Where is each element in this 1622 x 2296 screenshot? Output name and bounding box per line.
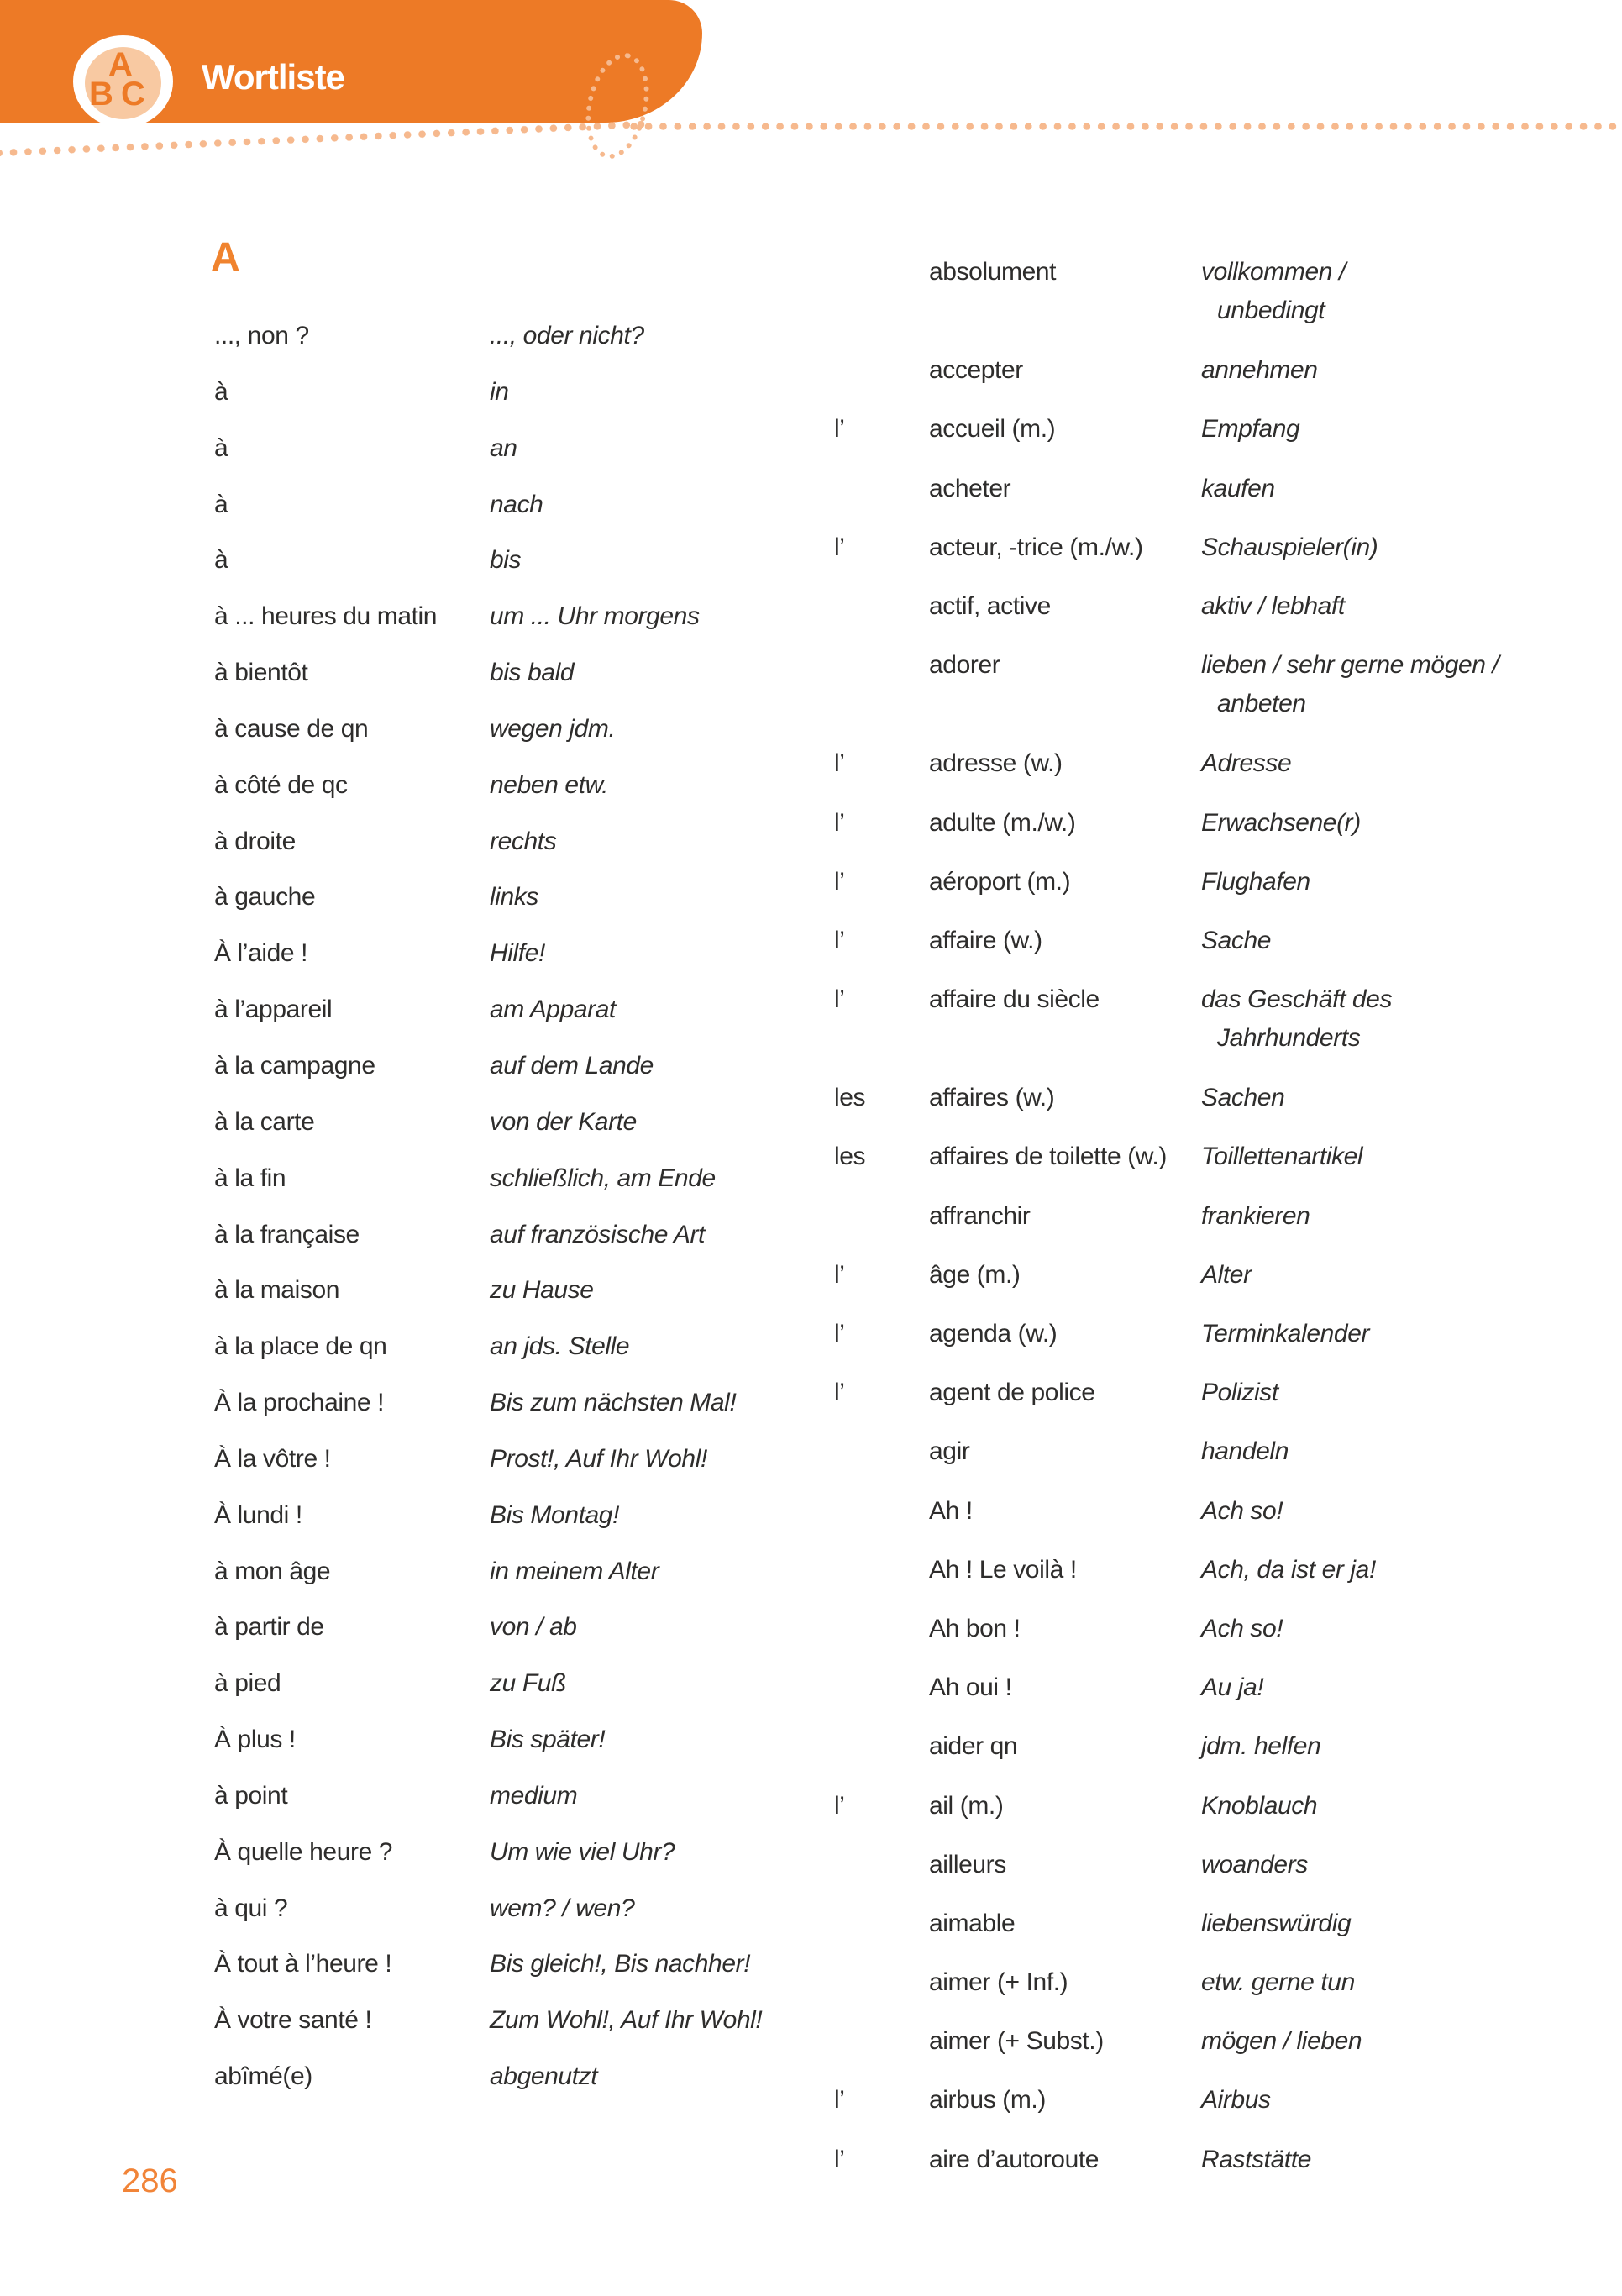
german-translation	[1201, 980, 1531, 1058]
french-term: à ... heures du matin	[214, 602, 438, 631]
article-label: l’	[834, 533, 845, 561]
german-line: wegen jdm.	[490, 714, 616, 743]
german-translation	[490, 1553, 794, 1591]
german-translation	[490, 1664, 794, 1703]
german-line: ..., oder nicht?	[490, 322, 644, 349]
german-translation	[1201, 922, 1531, 960]
vocab-row	[214, 1664, 794, 1721]
french-term: à	[214, 546, 228, 575]
german-translation	[490, 2057, 794, 2096]
emblem-letter-c: C	[121, 76, 145, 113]
german-translation	[1201, 1727, 1531, 1766]
vocab-row	[214, 373, 794, 429]
german-translation	[1201, 410, 1531, 449]
vocab-row	[214, 1047, 794, 1103]
german-line: frankieren	[1201, 1201, 1310, 1230]
french-term: affranchir	[929, 1201, 1031, 1230]
german-line: Bis gleich!, Bis nachher!	[490, 1950, 751, 1978]
vocab-row	[834, 1374, 1531, 1432]
german-translation	[1201, 1610, 1531, 1648]
french-term: à l’appareil	[214, 996, 333, 1024]
vocab-row	[214, 1833, 794, 1889]
german-line: Sache	[1201, 926, 1272, 954]
german-translation	[1201, 1315, 1531, 1353]
french-term: aire d’autoroute	[929, 2145, 1100, 2173]
french-term: agenda (w.)	[929, 1320, 1058, 1348]
vocab-row	[834, 646, 1531, 744]
german-translation	[1201, 1492, 1531, 1531]
german-line: Bis später!	[490, 1726, 606, 1754]
french-term: à partir de	[214, 1613, 324, 1642]
french-term: à cause de qn	[214, 714, 369, 743]
vocab-row	[834, 744, 1531, 803]
french-term: À lundi !	[214, 1500, 302, 1529]
vocab-row	[834, 1610, 1531, 1668]
article-label: l’	[834, 1320, 845, 1348]
vocab-row	[834, 351, 1531, 410]
article-label: les	[834, 1084, 866, 1112]
german-translation	[490, 1945, 794, 1983]
vocab-row	[834, 863, 1531, 922]
german-line: Jahrhunderts	[1217, 1024, 1361, 1053]
french-term: aider qn	[929, 1732, 1018, 1761]
german-line: Sachen	[1201, 1084, 1285, 1112]
german-line: auf dem Lande	[490, 1051, 654, 1080]
vocab-row	[214, 1103, 794, 1159]
french-term: affaire du siècle	[929, 985, 1100, 1014]
vocab-row	[834, 528, 1531, 587]
vocab-row	[834, 922, 1531, 980]
emblem-letter-a: A	[108, 46, 133, 83]
german-line: Erwachsene(r)	[1201, 808, 1361, 837]
vocab-row	[834, 1137, 1531, 1196]
french-term: absolument	[929, 258, 1057, 286]
french-term: Ah oui !	[929, 1673, 1012, 1702]
german-translation	[490, 710, 794, 749]
french-term: affaires (w.)	[929, 1084, 1055, 1112]
german-line: Airbus	[1201, 2086, 1271, 2115]
german-line: von / ab	[490, 1613, 577, 1642]
french-term: à la française	[214, 1220, 360, 1248]
french-term: à qui ?	[214, 1894, 288, 1922]
french-term: agent de police	[929, 1379, 1095, 1407]
vocab-row	[834, 1727, 1531, 1786]
french-term: acteur, -trice (m./w.)	[929, 533, 1143, 561]
vocab-row	[834, 410, 1531, 469]
vocab-row	[214, 1159, 794, 1216]
vocab-row	[834, 1256, 1531, 1315]
german-translation	[1201, 1079, 1531, 1117]
vocab-row	[834, 1668, 1531, 1727]
french-term: adorer	[929, 651, 1000, 680]
german-translation	[490, 486, 794, 524]
french-term: À la vôtre !	[214, 1444, 331, 1473]
german-translation	[490, 878, 794, 917]
german-translation	[1201, 863, 1531, 901]
german-translation	[490, 654, 794, 692]
article-label: l’	[834, 415, 845, 444]
vocab-row	[214, 1384, 794, 1440]
german-line: zu Fuß	[490, 1669, 566, 1698]
french-term: abîmé(e)	[214, 2062, 312, 2091]
german-translation	[1201, 804, 1531, 843]
vocab-row	[214, 1216, 794, 1272]
german-translation	[1201, 253, 1531, 330]
german-line: in	[490, 377, 509, 406]
french-term: à pied	[214, 1669, 281, 1698]
french-term: à bientôt	[214, 659, 308, 687]
german-translation	[1201, 2022, 1531, 2061]
vocab-row	[834, 1079, 1531, 1137]
article-label: les	[834, 1143, 866, 1171]
french-term: actif, active	[929, 591, 1051, 620]
german-line: Ach so!	[1201, 1614, 1283, 1642]
german-translation	[490, 1777, 794, 1815]
vocab-row	[834, 470, 1531, 528]
german-translation	[490, 1159, 794, 1198]
french-term: ail (m.)	[929, 1791, 1004, 1820]
french-term: accepter	[929, 356, 1023, 385]
german-translation	[1201, 744, 1531, 783]
vocab-row	[834, 587, 1531, 646]
article-label: l’	[834, 1260, 845, 1289]
french-term: âge (m.)	[929, 1260, 1021, 1289]
vocab-row	[834, 2141, 1531, 2199]
french-term: airbus (m.)	[929, 2086, 1046, 2115]
vocab-row	[834, 1492, 1531, 1551]
vocab-row	[834, 804, 1531, 863]
german-translation	[1201, 1137, 1531, 1176]
german-line: etw. gerne tun	[1201, 1968, 1355, 1997]
german-translation	[490, 1889, 794, 1928]
french-term: à	[214, 433, 228, 462]
french-term: à droite	[214, 827, 296, 855]
german-translation	[1201, 1668, 1531, 1707]
german-line: Toillettenartikel	[1201, 1143, 1363, 1171]
article-label: l’	[834, 1791, 845, 1820]
dotted-line-left	[0, 120, 644, 157]
german-translation	[1201, 646, 1531, 723]
vocab-column-left	[214, 317, 794, 2114]
vocab-row	[214, 597, 794, 654]
german-translation	[1201, 1787, 1531, 1826]
german-translation	[490, 822, 794, 861]
german-line: annehmen	[1201, 356, 1318, 385]
german-line: Prost!, Auf Ihr Wohl!	[490, 1444, 707, 1473]
german-line: Au ja!	[1201, 1673, 1264, 1702]
vocab-row	[214, 317, 794, 373]
vocab-row	[834, 1315, 1531, 1374]
german-line: bis bald	[490, 659, 575, 687]
vocab-row	[214, 654, 794, 710]
vocab-row	[834, 2022, 1531, 2081]
vocab-row	[214, 1721, 794, 1777]
german-translation	[490, 1271, 794, 1310]
french-term: À tout à l’heure !	[214, 1950, 392, 1978]
german-translation	[1201, 587, 1531, 626]
german-line: Polizist	[1201, 1379, 1278, 1407]
german-translation	[1201, 1846, 1531, 1884]
vocab-row	[214, 990, 794, 1047]
emblem-letter-b: B	[89, 76, 113, 113]
french-term: à mon âge	[214, 1557, 331, 1585]
german-line: rechts	[490, 827, 557, 855]
french-term: aéroport (m.)	[929, 867, 1071, 896]
german-line: Flughafen	[1201, 867, 1310, 896]
vocab-row	[214, 1777, 794, 1833]
german-line: aktiv / lebhaft	[1201, 591, 1345, 620]
german-line: das Geschäft des	[1201, 985, 1393, 1014]
article-label: l’	[834, 1379, 845, 1407]
german-translation	[490, 1496, 794, 1535]
german-line: an jds. Stelle	[490, 1332, 630, 1361]
french-term: Ah ! Le voilà !	[929, 1555, 1077, 1584]
french-term: à gauche	[214, 883, 316, 912]
french-term: aimer (+ Inf.)	[929, 1968, 1068, 1997]
german-translation	[490, 597, 794, 636]
german-line: zu Hause	[490, 1276, 594, 1305]
german-translation	[1201, 2141, 1531, 2179]
vocab-row	[834, 1963, 1531, 2022]
vocab-column-right	[834, 253, 1531, 2199]
vocab-row	[834, 980, 1531, 1079]
french-term: À plus !	[214, 1726, 296, 1754]
french-term: À la prochaine !	[214, 1389, 385, 1417]
german-translation	[490, 1216, 794, 1254]
german-translation	[490, 990, 794, 1029]
german-translation	[490, 1103, 794, 1142]
article-label: l’	[834, 867, 845, 896]
french-term: à la maison	[214, 1276, 340, 1305]
german-line: Schauspieler(in)	[1201, 533, 1378, 561]
german-translation	[1201, 1905, 1531, 1943]
french-term: Ah bon !	[929, 1614, 1021, 1642]
french-term: À l’aide !	[214, 939, 308, 968]
german-line: Ach, da ist er ja!	[1201, 1555, 1376, 1584]
vocab-row	[834, 1787, 1531, 1846]
german-translation	[1201, 470, 1531, 508]
german-line: in meinem Alter	[490, 1557, 659, 1585]
french-term: à	[214, 490, 228, 518]
german-translation	[490, 429, 794, 468]
german-line: nach	[490, 490, 543, 518]
german-line: um ... Uhr morgens	[490, 602, 700, 631]
article-label: l’	[834, 749, 845, 778]
german-translation	[1201, 1256, 1531, 1295]
section-letter: A	[211, 235, 240, 280]
german-line: Raststätte	[1201, 2145, 1312, 2173]
vocab-row	[214, 1553, 794, 1609]
german-line: Empfang	[1201, 415, 1300, 444]
vocab-row	[214, 429, 794, 486]
article-label: l’	[834, 985, 845, 1014]
article-label: l’	[834, 2145, 845, 2173]
article-label: l’	[834, 926, 845, 954]
french-term: affaires de toilette (w.)	[929, 1143, 1167, 1171]
french-term: à la place de qn	[214, 1332, 387, 1361]
german-translation	[490, 1327, 794, 1366]
vocab-row	[834, 1432, 1531, 1491]
french-term: aimer (+ Subst.)	[929, 2027, 1104, 2056]
vocab-row	[214, 486, 794, 542]
german-line: Ach so!	[1201, 1496, 1283, 1525]
german-line: woanders	[1201, 1850, 1308, 1878]
dotted-line-right	[627, 123, 1622, 130]
vocab-row	[834, 253, 1531, 351]
vocab-row	[214, 541, 794, 597]
vocab-row	[214, 1271, 794, 1327]
french-term: à	[214, 377, 228, 406]
french-term: accueil (m.)	[929, 415, 1056, 444]
vocab-row	[214, 934, 794, 990]
german-translation	[1201, 351, 1531, 390]
french-term: À votre santé !	[214, 2006, 372, 2035]
page-number: 286	[122, 2162, 178, 2199]
german-translation	[1201, 1197, 1531, 1236]
vocab-row	[214, 1608, 794, 1664]
german-line: Zum Wohl!, Auf Ihr Wohl!	[490, 2006, 763, 2035]
german-translation	[1201, 528, 1531, 567]
german-line: Knoblauch	[1201, 1791, 1318, 1820]
vocab-row	[214, 2001, 794, 2057]
vocab-row	[214, 2057, 794, 2114]
german-line: medium	[490, 1781, 578, 1810]
german-translation	[1201, 1432, 1531, 1471]
german-translation	[490, 766, 794, 805]
vocab-row	[834, 1905, 1531, 1963]
french-term: adresse (w.)	[929, 749, 1063, 778]
vocab-row	[214, 1327, 794, 1384]
french-term: à côté de qc	[214, 770, 348, 799]
vocab-row	[214, 1440, 794, 1496]
french-term: acheter	[929, 474, 1011, 502]
vocab-row	[214, 1496, 794, 1553]
german-translation	[490, 317, 794, 355]
german-line: vollkommen /	[1201, 258, 1346, 286]
german-line: links	[490, 883, 539, 912]
german-line: auf französische Art	[490, 1220, 706, 1248]
french-term: À quelle heure ?	[214, 1837, 393, 1866]
german-translation	[1201, 1374, 1531, 1412]
german-line: Um wie viel Uhr?	[490, 1837, 675, 1866]
german-translation	[490, 1608, 794, 1647]
french-term: aimable	[929, 1909, 1016, 1937]
german-line: unbedingt	[1217, 297, 1325, 324]
french-term: à la fin	[214, 1164, 286, 1192]
vocab-row	[214, 710, 794, 766]
german-line: von der Karte	[490, 1107, 637, 1136]
german-line: schließlich, am Ende	[490, 1164, 716, 1192]
german-translation	[490, 1384, 794, 1422]
german-line: bis	[490, 546, 522, 575]
french-term: à la carte	[214, 1107, 315, 1136]
french-term: affaire (w.)	[929, 926, 1042, 954]
vocab-row	[834, 1846, 1531, 1905]
german-line: Bis Montag!	[490, 1500, 620, 1529]
article-label: l’	[834, 2086, 845, 2115]
french-term: ailleurs	[929, 1850, 1006, 1878]
german-line: Terminkalender	[1201, 1320, 1370, 1348]
french-term: ..., non ?	[214, 322, 309, 349]
german-line: Hilfe!	[490, 939, 545, 968]
german-line: kaufen	[1201, 474, 1275, 502]
german-line: handeln	[1201, 1437, 1289, 1466]
french-term: à point	[214, 1781, 288, 1810]
vocab-row	[214, 766, 794, 822]
vocab-row	[834, 1197, 1531, 1256]
vocab-row	[834, 2081, 1531, 2140]
german-line: wem? / wen?	[490, 1894, 635, 1922]
german-translation	[490, 1047, 794, 1085]
german-translation	[490, 1833, 794, 1872]
german-translation	[490, 2001, 794, 2040]
german-line: am Apparat	[490, 996, 616, 1024]
french-term: agir	[929, 1437, 970, 1466]
vocab-row	[214, 1945, 794, 2001]
vocab-row	[214, 1889, 794, 1946]
german-translation	[1201, 1963, 1531, 2002]
vocab-row	[834, 1551, 1531, 1610]
german-line: Alter	[1201, 1260, 1252, 1289]
german-line: Bis zum nächsten Mal!	[490, 1389, 737, 1417]
german-line: lieben / sehr gerne mögen /	[1201, 651, 1499, 680]
page-title: Wortliste	[202, 57, 344, 97]
vocab-row	[214, 878, 794, 934]
article-label: l’	[834, 808, 845, 837]
german-translation	[1201, 1551, 1531, 1589]
french-term: Ah !	[929, 1496, 973, 1525]
german-line: abgenutzt	[490, 2062, 598, 2091]
french-term: à la campagne	[214, 1051, 375, 1080]
german-line: anbeten	[1217, 690, 1306, 718]
german-translation	[490, 541, 794, 580]
german-line: mögen / lieben	[1201, 2027, 1362, 2056]
french-term: adulte (m./w.)	[929, 808, 1076, 837]
vocab-row	[214, 822, 794, 879]
german-line: liebenswürdig	[1201, 1909, 1352, 1937]
german-line: neben etw.	[490, 770, 609, 799]
german-translation	[490, 373, 794, 412]
german-line: jdm. helfen	[1201, 1732, 1321, 1761]
german-translation	[1201, 2081, 1531, 2120]
german-translation	[490, 1440, 794, 1479]
german-line: Adresse	[1201, 749, 1292, 778]
german-line: an	[490, 433, 517, 462]
german-translation	[490, 934, 794, 973]
german-translation	[490, 1721, 794, 1759]
